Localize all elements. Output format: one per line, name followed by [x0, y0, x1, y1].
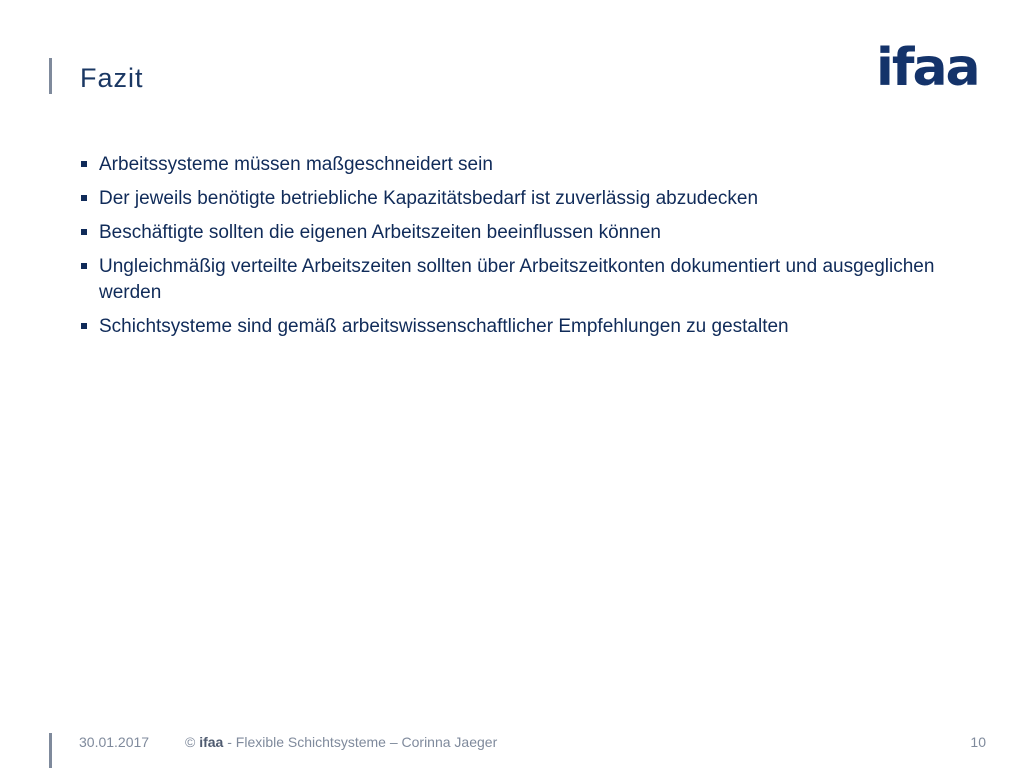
footer-brand: ifaa — [199, 734, 224, 750]
square-bullet-icon — [81, 161, 87, 167]
square-bullet-icon — [81, 229, 87, 235]
bullet-text: Schichtsysteme sind gemäß arbeitswissenschaftlicher Empfehlungen zu gestalten — [99, 316, 789, 337]
square-bullet-icon — [81, 323, 87, 329]
bullet-item — [80, 152, 950, 178]
bullet-list — [80, 152, 950, 348]
footer-date: 30.01.2017 — [79, 734, 150, 750]
copyright-symbol: © — [185, 734, 196, 750]
bullet-item — [80, 314, 950, 340]
bullet-item — [80, 220, 950, 246]
title-accent-bar — [49, 58, 52, 94]
square-bullet-icon — [81, 195, 87, 201]
ifaa-logo: ifaa — [876, 38, 979, 98]
bullet-item — [80, 254, 950, 306]
bullet-text: Der jeweils benötigte betriebliche Kapazitätsbedarf ist zuverlässig abzudecken — [99, 188, 759, 209]
footer-accent-bar — [49, 733, 52, 768]
footer-description: - Flexible Schichtsysteme – Corinna Jaeger — [223, 734, 498, 750]
footer-credit — [185, 733, 497, 751]
bullet-text: Ungleichmäßig verteilte Arbeitszeiten sollten über Arbeitszeitkonten dokumentiert und ausgeglichen werden — [99, 256, 935, 303]
bullet-item — [80, 186, 950, 212]
square-bullet-icon — [81, 263, 87, 269]
bullet-text: Arbeitssysteme müssen maßgeschneidert sein — [99, 154, 493, 175]
page-number: 10 — [970, 734, 986, 750]
slide-title: Fazit — [80, 63, 144, 93]
bullet-text: Beschäftigte sollten die eigenen Arbeitszeiten beeinflussen können — [99, 222, 661, 243]
